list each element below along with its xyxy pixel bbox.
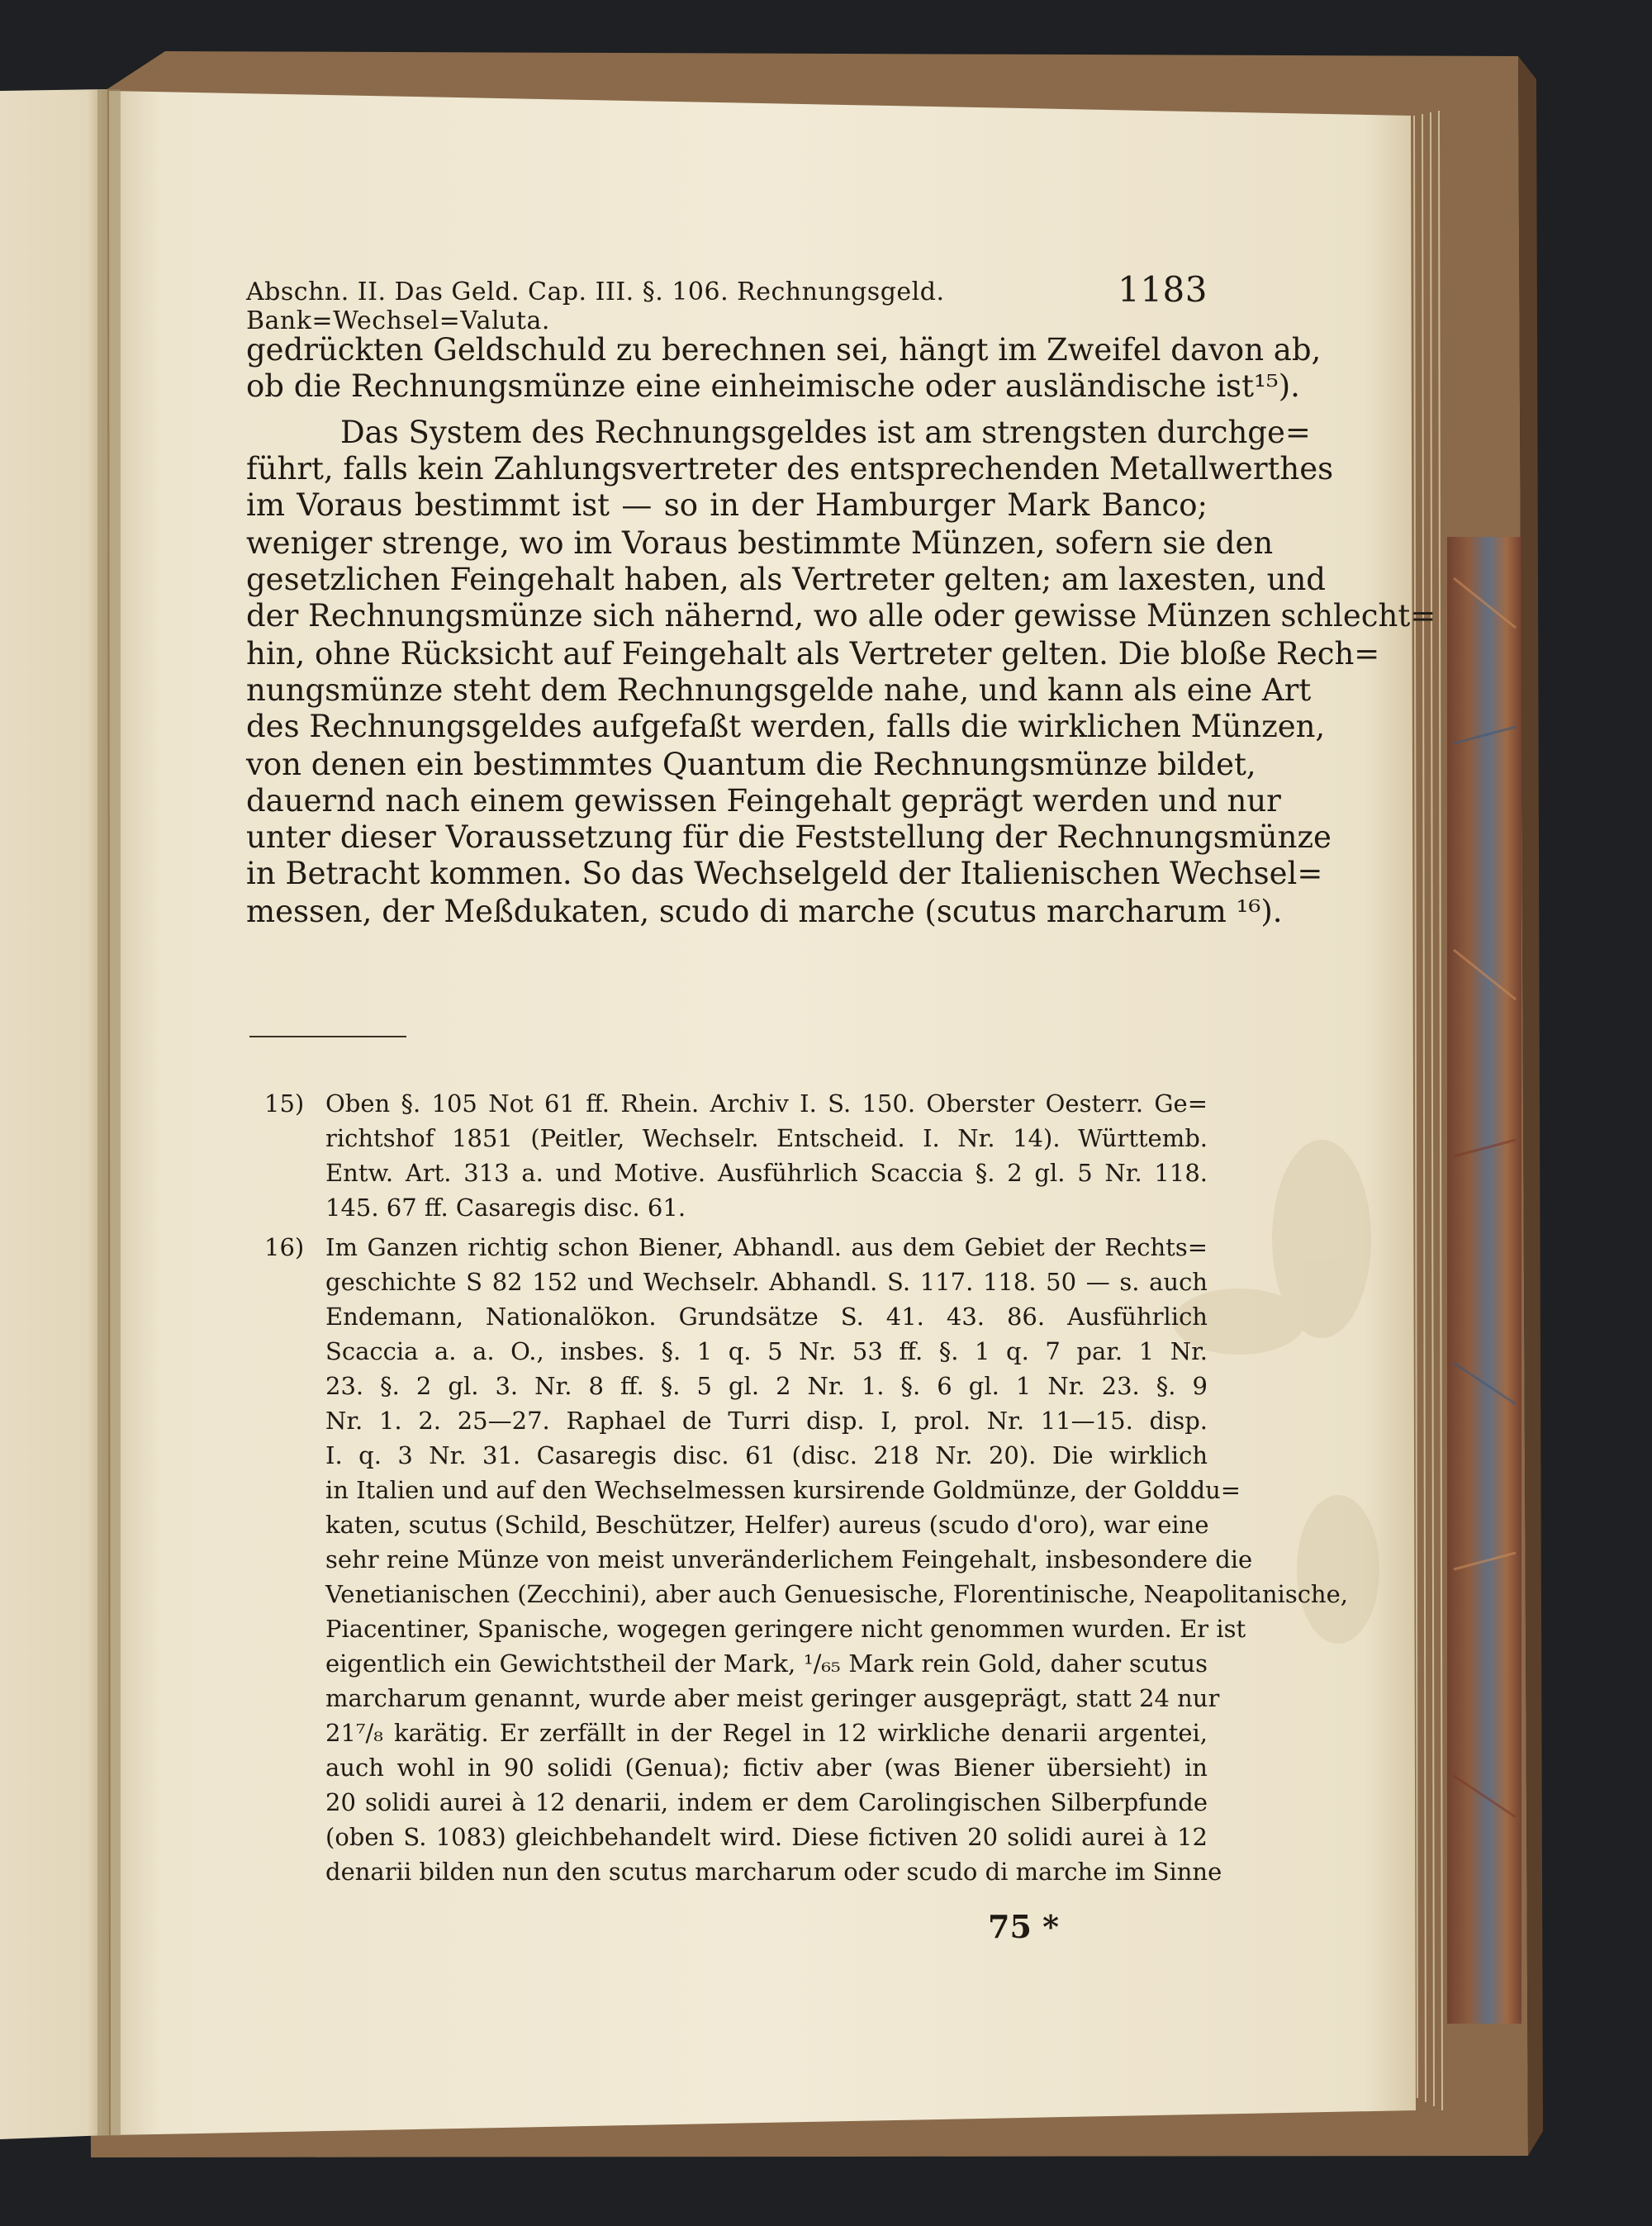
body-line: nungsmünze steht dem Rechnungsgelde nahe, und kann als eine Art	[246, 672, 1312, 708]
footnote-line: marcharum genannt, wurde aber meist geringer ausgeprägt, statt 24 nur	[325, 1684, 1220, 1712]
page-number: 1183	[1118, 269, 1208, 310]
footnote-line: (oben S. 1083) gleichbehandelt wird. Diese fictiven 20 solidi aurei à 12	[325, 1823, 1208, 1851]
footnote-line: sehr reine Münze von meist unveränderlichem Feingehalt, insbesondere die	[325, 1545, 1253, 1573]
footnote-line: auch wohl in 90 solidi (Genua); fictiv aber (was Biener übersieht) in	[325, 1754, 1208, 1782]
body-line: führt, falls kein Zahlungsvertreter des entsprechenden Metallwerthes	[246, 451, 1334, 486]
body-line: in Betracht kommen. So das Wechselgeld der Italienischen Wechsel=	[246, 856, 1323, 891]
footnote-line: Nr. 1. 2. 25—27. Raphael de Turri disp. I, prol. Nr. 11—15. disp.	[325, 1407, 1208, 1435]
body-line: hin, ohne Rücksicht auf Feingehalt als Vertreter gelten. Die bloße Rech=	[246, 636, 1380, 672]
footnote-line: geschichte S 82 152 und Wechselr. Abhandl. S. 117. 118. 50 — s. auch	[325, 1268, 1208, 1296]
signature-mark: 75 *	[988, 1908, 1059, 1945]
footnote-line: richtshof 1851 (Peitler, Wechselr. Entscheid. I. Nr. 14). Württemb.	[325, 1124, 1208, 1152]
footnote-line: Endemann, Nationalökon. Grundsätze S. 41. 43. 86. Ausführlich	[325, 1303, 1208, 1331]
body-line: dauernd nach einem gewissen Feingehalt geprägt werden und nur	[246, 783, 1281, 819]
footnote-line: Im Ganzen richtig schon Biener, Abhandl. aus dem Gebiet der Rechts=	[325, 1233, 1208, 1261]
footnote-line: 21⁷/₈ karätig. Er zerfällt in der Regel in 12 wirkliche denarii argentei,	[325, 1719, 1208, 1747]
running-header	[246, 266, 1208, 335]
footnote-number: 16)	[264, 1233, 305, 1261]
footnote-line: 20 solidi aurei à 12 denarii, indem er dem Carolingischen Silberpfunde	[325, 1788, 1208, 1816]
footnote-line: Entw. Art. 313 a. und Motive. Ausführlich Scaccia §. 2 gl. 5 Nr. 118.	[325, 1159, 1208, 1187]
footnote-line: Oben §. 105 Not 61 ff. Rhein. Archiv I. S. 150. Oberster Oesterr. Ge=	[325, 1089, 1208, 1118]
footnote-line: in Italien und auf den Wechselmessen kursirende Goldmünze, der Golddu=	[325, 1476, 1241, 1504]
body-line: messen, der Meßdukaten, scudo di marche (scutus marcharum ¹⁶).	[246, 894, 1283, 929]
footnote-line: Piacentiner, Spanische, wogegen geringere nicht genommen wurden. Er ist	[325, 1615, 1246, 1643]
footnote-line: 23. §. 2 gl. 3. Nr. 8 ff. §. 5 gl. 2 Nr. 1. §. 6 gl. 1 Nr. 23. §. 9	[325, 1372, 1208, 1400]
footnote-line: denarii bilden nun den scutus marcharum oder scudo di marche im Sinne	[325, 1858, 1222, 1886]
running-head: Abschn. II. Das Geld. Cap. III. §. 106. Rechnungsgeld. Bank=Wechsel=Valuta.	[246, 278, 945, 335]
body-line: gedrückten Geldschuld zu berechnen sei, hängt im Zweifel davon ab,	[246, 332, 1322, 368]
footnote-rule	[249, 1036, 406, 1037]
body-line: des Rechnungsgeldes aufgefaßt werden, falls die wirklichen Münzen,	[246, 709, 1326, 744]
body-line: der Rechnungsmünze sich nähernd, wo alle oder gewisse Münzen schlecht=	[246, 598, 1436, 634]
footnote-line: katen, scutus (Schild, Beschützer, Helfer) aureus (scudo d'oro), war eine	[325, 1511, 1209, 1539]
footnote-line: eigentlich ein Gewichtstheil der Mark, ¹/₆₅ Mark rein Gold, daher scutus	[325, 1649, 1208, 1678]
body-line: Das System des Rechnungsgeldes ist am strengsten durchge=	[340, 415, 1311, 450]
footnote-line: I. q. 3 Nr. 31. Casaregis disc. 61 (disc. 218 Nr. 20). Die wirklich	[325, 1441, 1208, 1469]
body-line: ob die Rechnungsmünze eine einheimische oder ausländische ist¹⁵).	[246, 368, 1300, 404]
body-line: von denen ein bestimmtes Quantum die Rechnungsmünze bildet,	[246, 747, 1256, 782]
footnote-line: Venetianischen (Zecchini), aber auch Genuesische, Florentinische, Neapolitanische,	[325, 1580, 1348, 1608]
body-line: unter dieser Voraussetzung für die Feststellung der Rechnungsmünze	[246, 819, 1332, 855]
footnote-line: 145. 67 ff. Casaregis disc. 61.	[325, 1194, 686, 1222]
body-line: gesetzlichen Feingehalt haben, als Vertreter gelten; am laxesten, und	[246, 562, 1326, 597]
footnote-number: 15)	[264, 1089, 305, 1118]
body-line: im Voraus bestimmt ist — so in der Hamburger Mark Banco;	[246, 487, 1208, 523]
footnote-line: Scaccia a. a. O., insbes. §. 1 q. 5 Nr. 53 ff. §. 1 q. 7 par. 1 Nr.	[325, 1337, 1208, 1365]
body-line: weniger strenge, wo im Voraus bestimmte Münzen, sofern sie den	[246, 525, 1274, 561]
